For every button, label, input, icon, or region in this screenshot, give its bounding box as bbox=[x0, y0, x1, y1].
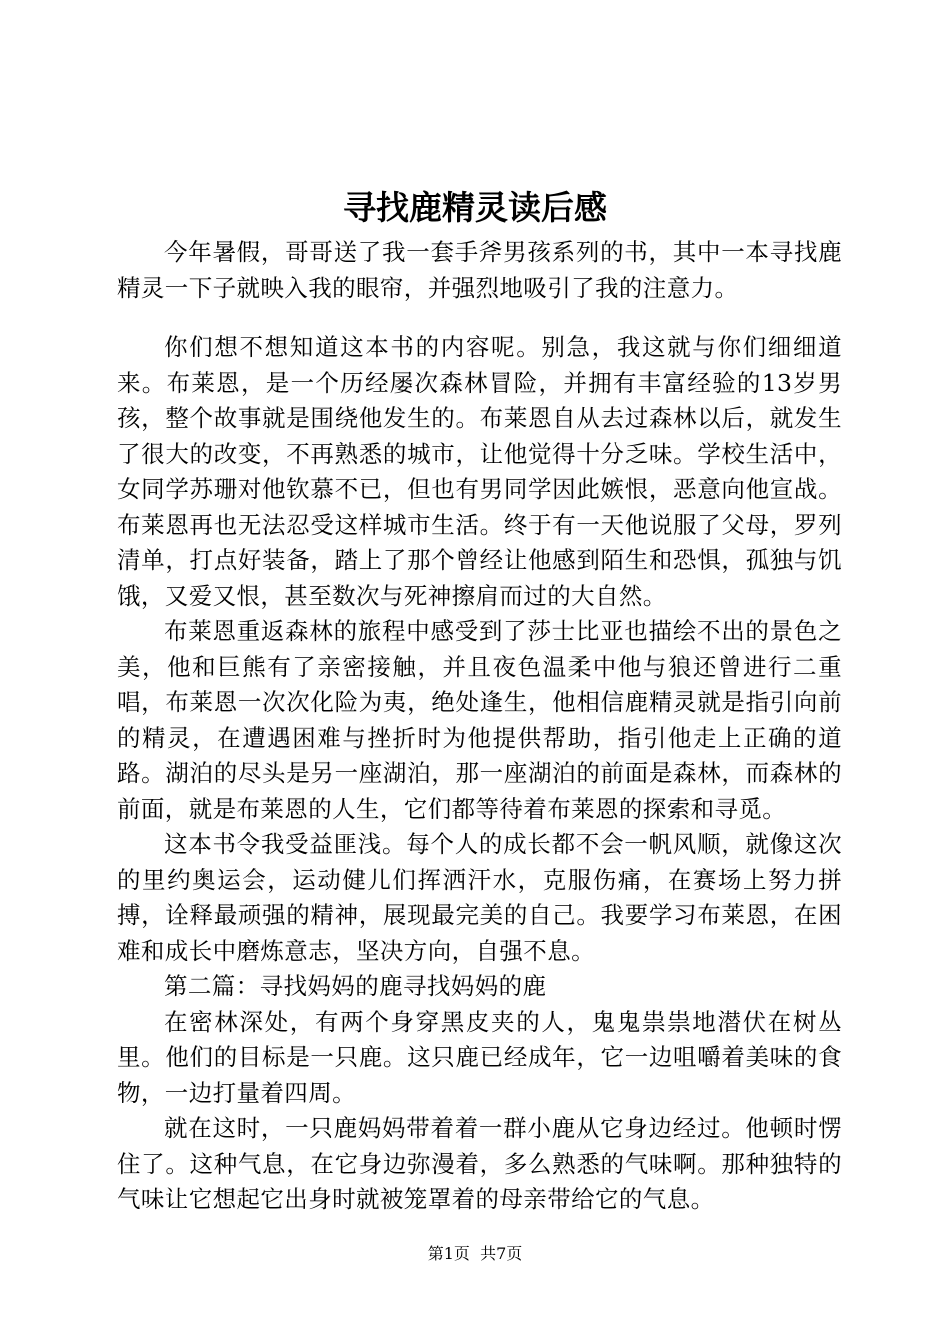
paragraph: 这本书令我受益匪浅。每个人的成长都不会一帆风顺，就像这次的里约奥运会，运动健儿们挥洒汗水，克服伤痛，在赛场上努力拼搏，诠释最顽强的精神，展现最完美的自己。我要学习布莱恩，在困难和成长中磨炼意志，坚决方向，自强不息。 bbox=[117, 830, 842, 965]
page-number: 第1页 bbox=[427, 1244, 470, 1263]
section-heading: 第二篇：寻找妈妈的鹿寻找妈妈的鹿 bbox=[164, 972, 547, 1000]
page-footer bbox=[0, 1242, 950, 1266]
document-body bbox=[117, 235, 842, 1218]
paragraph: 今年暑假，哥哥送了我一套手斧男孩系列的书，其中一本寻找鹿精灵一下子就映入我的眼帘，并强烈地吸引了我的注意力。 bbox=[117, 238, 842, 302]
page-total: 共7页 bbox=[480, 1244, 523, 1263]
paragraph: 在密林深处，有两个身穿黑皮夹的人，鬼鬼祟祟地潜伏在树丛里。他们的目标是一只鹿。这只鹿已经成年，它一边咀嚼着美味的食物，一边打量着四周。 bbox=[117, 1007, 842, 1107]
paragraph: 就在这时，一只鹿妈妈带着着一群小鹿从它身边经过。他顿时愣住了。这种气息，在它身边弥漫着，多么熟悉的气味啊。那种独特的气味让它想起它出身时就被笼罩着的母亲带给它的气息。 bbox=[117, 1114, 842, 1213]
paragraph: 布莱恩重返森林的旅程中感受到了莎士比亚也描绘不出的景色之美，他和巨熊有了亲密接触，并且夜色温柔中他与狼还曾进行二重唱，布莱恩一次次化险为夷，绝处逢生，他相信鹿精灵就是指引向前的精灵，在遭遇困难与挫折时为他提供帮助，指引他走上正确的道路。湖泊的尽头是另一座湖泊，那一座湖泊的前面是森林，而森林的前面，就是布莱恩的人生，它们都等待着布莱恩的探索和寻觅。 bbox=[117, 617, 842, 823]
document-title: 寻找鹿精灵读后感 bbox=[343, 188, 607, 227]
paragraph: 你们想不想知道这本书的内容呢。别急，我这就与你们细细道来。布莱恩，是一个历经屡次森林冒险，并拥有丰富经验的13岁男孩，整个故事就是围绕他发生的。布莱恩自从去过森林以后，就发生了很大的改变，不再熟悉的城市，让他觉得十分乏味。学校生活中，女同学苏珊对他钦慕不已，但也有男同学因此嫉恨，恶意向他宣战。布莱恩再也无法忍受这样城市生活。终于有一天他说服了父母，罗列清单，打点好装备，踏上了那个曾经让他感到陌生和恐惧，孤独与饥饿，又爱又恨，甚至数次与死神擦肩而过的大自然。 bbox=[117, 333, 842, 610]
